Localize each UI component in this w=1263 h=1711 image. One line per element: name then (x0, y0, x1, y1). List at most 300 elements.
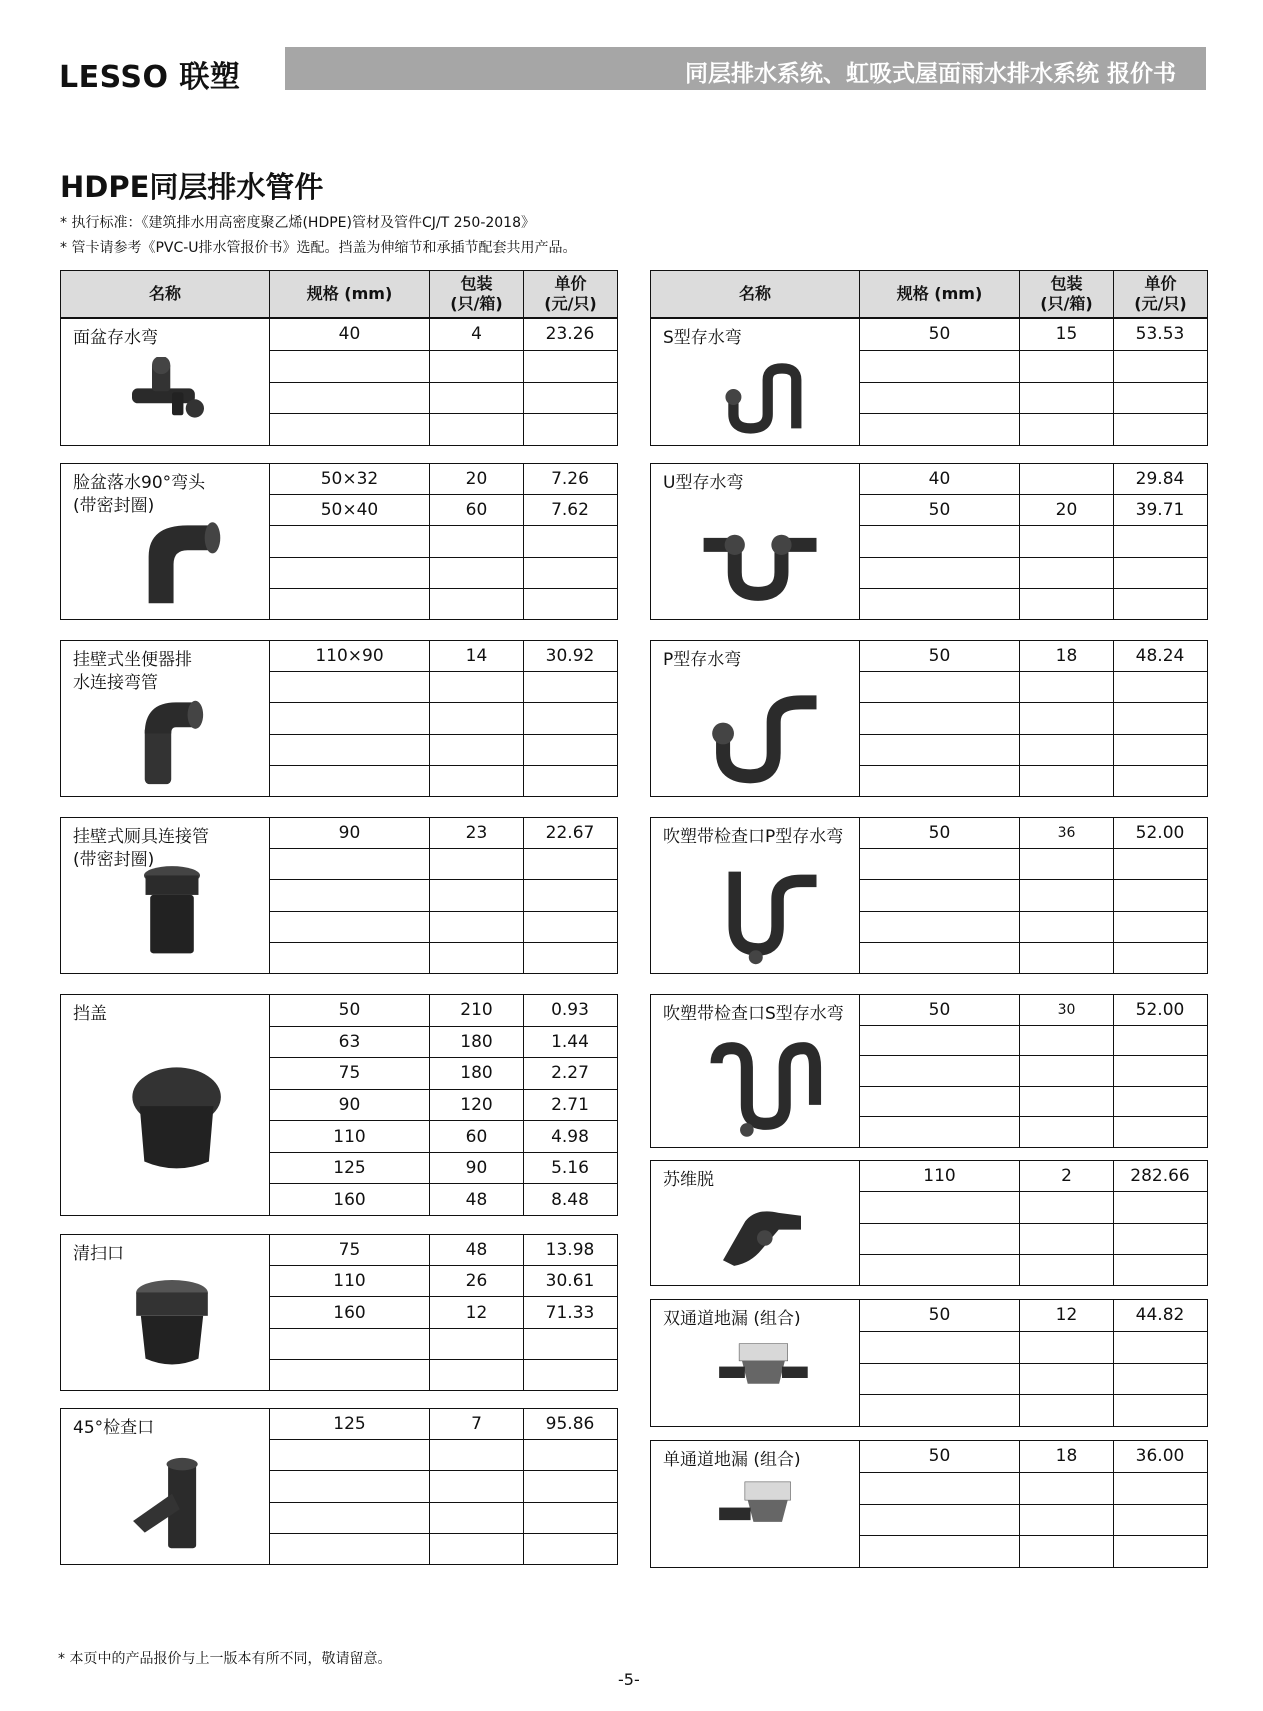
spec-cell: 50 (860, 1441, 1020, 1472)
product-name: S型存水弯 (663, 328, 742, 348)
u-trap-icon (679, 502, 845, 611)
spec-cell: 50 (860, 1300, 1020, 1331)
price-cell (1114, 1224, 1206, 1254)
spec-cell (860, 526, 1020, 556)
pack-cell: 30 (1020, 995, 1114, 1025)
spec-cell (860, 880, 1020, 910)
table-row (860, 526, 1207, 557)
pack-cell: 7 (430, 1409, 524, 1439)
table-row (270, 1409, 617, 1440)
spec-cell: 110 (270, 1121, 430, 1152)
product-block (650, 318, 1208, 446)
product-block (60, 640, 618, 797)
table-row (860, 641, 1207, 672)
pack-cell (1020, 1117, 1114, 1147)
table-row (270, 558, 617, 589)
product-name-cell (61, 1235, 270, 1390)
s-trap-icon (679, 357, 845, 437)
spec-cell (270, 880, 430, 910)
table-row (860, 351, 1207, 383)
toilet-connector-icon (89, 856, 255, 965)
table-row (860, 495, 1207, 526)
price-cell (524, 849, 616, 879)
table-row (860, 589, 1207, 619)
pack-cell: 120 (430, 1090, 524, 1121)
price-cell: 39.71 (1135, 500, 1185, 521)
price-cell (1114, 351, 1206, 382)
pack-cell (430, 912, 524, 942)
product-name-cell (651, 1441, 860, 1567)
spec-cell (270, 1503, 430, 1533)
pack-cell (1020, 1332, 1114, 1363)
header-pack: 包装 (1050, 274, 1083, 293)
spec-cell (270, 1471, 430, 1501)
double-floor-drain-icon (679, 1338, 845, 1418)
spec-cell: 160 (270, 1184, 430, 1215)
spec-cell: 50 (860, 641, 1020, 671)
page-title: HDPE同层排水管件 (60, 170, 324, 204)
product-block (60, 463, 618, 620)
price-cell: 44.82 (1135, 1305, 1185, 1326)
price-cell (1114, 1473, 1206, 1504)
pack-cell: 180 (430, 1058, 524, 1089)
table-row (860, 414, 1207, 445)
pack-cell (1020, 766, 1114, 796)
pack-cell (1020, 351, 1114, 382)
price-cell (524, 766, 616, 796)
product-name-cell (651, 995, 860, 1147)
spec-cell: 63 (270, 1027, 430, 1058)
table-row (860, 1117, 1207, 1147)
price-cell (1114, 383, 1206, 414)
table-row (860, 1161, 1207, 1192)
end-cap-icon (89, 1033, 255, 1207)
spec-cell (860, 703, 1020, 733)
pack-cell: 48 (430, 1235, 524, 1265)
spec-cell (270, 383, 430, 414)
toilet-bend-icon (89, 679, 255, 788)
table-row (860, 912, 1207, 943)
spec-cell (860, 1332, 1020, 1363)
pack-cell: 60 (430, 495, 524, 525)
header-pack-unit: (只/箱) (450, 294, 503, 313)
spec-cell (270, 1360, 430, 1390)
footnote: * 本页中的产品报价与上一版本有所不同，敬请留意。 (58, 1651, 392, 1667)
pack-cell (430, 1440, 524, 1470)
price-cell (524, 351, 616, 382)
table-row (270, 1153, 617, 1185)
table-row (270, 464, 617, 495)
spec-cell (860, 1087, 1020, 1117)
product-block (650, 1440, 1208, 1568)
pack-cell (430, 943, 524, 973)
pack-cell (1020, 912, 1114, 942)
standard-note: * 执行标准：《建筑排水用高密度聚乙烯(HDPE)管材及管件CJ/T 250-2018》 (60, 215, 535, 231)
product-name-cell (651, 1161, 860, 1285)
price-cell: 4.98 (551, 1126, 589, 1147)
table-row (270, 995, 617, 1027)
table-row (270, 589, 617, 619)
spec-cell (270, 558, 430, 588)
price-cell: 2.27 (551, 1063, 589, 1084)
pack-cell: 180 (430, 1027, 524, 1058)
pack-cell: 26 (430, 1266, 524, 1296)
product-name-cell (651, 319, 860, 445)
table-row (860, 818, 1207, 849)
pack-cell (430, 589, 524, 619)
spec-cell: 110 (860, 1161, 1020, 1191)
table-row (860, 995, 1207, 1026)
product-name-cell (61, 641, 270, 796)
spec-cell (860, 912, 1020, 942)
table-row (860, 703, 1207, 734)
table-row (270, 414, 617, 445)
pack-cell (1020, 414, 1114, 445)
pack-cell (1020, 526, 1114, 556)
price-cell (1114, 1505, 1206, 1536)
spec-cell (860, 943, 1020, 973)
table-row (860, 943, 1207, 973)
price-cell (524, 1503, 616, 1533)
price-cell (1114, 1117, 1206, 1147)
product-name-cell (651, 818, 860, 973)
pack-cell: 12 (430, 1297, 524, 1327)
product-name: 双通道地漏 (组合) (663, 1309, 801, 1329)
price-cell: 95.86 (545, 1414, 595, 1435)
spec-cell: 40 (270, 319, 430, 350)
spec-cell: 125 (270, 1409, 430, 1439)
header-name: 名称 (148, 284, 181, 303)
pack-cell (1020, 703, 1114, 733)
price-cell (524, 703, 616, 733)
spec-cell (860, 383, 1020, 414)
price-cell (1114, 589, 1206, 619)
price-cell (524, 558, 616, 588)
price-cell (524, 1534, 616, 1564)
table-row (270, 1329, 617, 1360)
price-cell (1114, 703, 1206, 733)
pack-cell: 18 (1020, 1441, 1114, 1472)
table-row (270, 641, 617, 672)
spec-cell (860, 735, 1020, 765)
table-row (860, 849, 1207, 880)
pack-cell (1020, 558, 1114, 588)
header-price: 单价 (554, 274, 587, 293)
product-name: 苏维脱 (663, 1170, 714, 1190)
spec-cell (860, 1364, 1020, 1395)
table-row (270, 1090, 617, 1122)
product-block (60, 1408, 618, 1565)
product-block (60, 318, 618, 446)
pack-cell (430, 351, 524, 382)
pack-cell (430, 414, 524, 445)
spec-cell (860, 1192, 1020, 1222)
header-title: 同层排水系统、虹吸式屋面雨水排水系统 报价书 (684, 61, 1176, 87)
header-price: 单价 (1144, 274, 1177, 293)
spec-cell: 110×90 (270, 641, 430, 671)
price-cell: 2.71 (551, 1095, 589, 1116)
spec-cell (270, 526, 430, 556)
pack-cell (1020, 849, 1114, 879)
spec-cell (860, 849, 1020, 879)
spec-cell: 50 (860, 818, 1020, 848)
left-table-header (60, 270, 618, 318)
spec-cell (860, 589, 1020, 619)
clamp-note: * 管卡请参考《PVC-U排水管报价书》选配。挡盖为伸缩节和承插节配套共用产品。 (60, 240, 577, 256)
header-pack-unit: (只/箱) (1040, 294, 1093, 313)
price-cell (1114, 849, 1206, 879)
price-cell: 52.00 (1135, 999, 1185, 1020)
table-row (270, 1360, 617, 1390)
price-cell: 23.26 (545, 324, 595, 345)
elbow-90-icon (89, 502, 255, 611)
spec-cell (270, 912, 430, 942)
pack-cell (1020, 1255, 1114, 1285)
pack-cell: 18 (1020, 641, 1114, 671)
table-row (860, 1192, 1207, 1223)
cleanout-icon (89, 1273, 255, 1382)
table-row (860, 1087, 1207, 1118)
product-name: 挂壁式坐便器排 水连接弯管 (73, 650, 192, 693)
product-name: 吹塑带检查口P型存水弯 (663, 827, 844, 847)
price-cell (1114, 558, 1206, 588)
product-name-cell (61, 464, 270, 619)
pack-cell: 48 (430, 1184, 524, 1215)
price-cell: 0.93 (551, 1000, 589, 1021)
spec-cell (270, 1534, 430, 1564)
pack-cell (430, 880, 524, 910)
pack-cell (1020, 1473, 1114, 1504)
pack-cell (1020, 735, 1114, 765)
pack-cell (430, 1534, 524, 1564)
pack-cell: 23 (430, 818, 524, 848)
pack-cell: 14 (430, 641, 524, 671)
spec-cell: 90 (270, 818, 430, 848)
table-row (270, 351, 617, 383)
table-row (860, 464, 1207, 495)
table-row (270, 1534, 617, 1564)
price-cell (524, 735, 616, 765)
pack-cell: 60 (430, 1121, 524, 1152)
spec-cell (270, 735, 430, 765)
spec-cell (860, 414, 1020, 445)
product-block (650, 463, 1208, 620)
price-cell (1114, 1255, 1206, 1285)
header-price-unit: (元/只) (544, 294, 597, 313)
table-row (860, 672, 1207, 703)
spec-cell (860, 1536, 1020, 1567)
table-row (270, 943, 617, 973)
pack-cell: 2 (1020, 1161, 1114, 1191)
price-cell (524, 589, 616, 619)
single-floor-drain-icon (679, 1479, 845, 1559)
spec-cell: 75 (270, 1058, 430, 1089)
spec-cell (860, 1473, 1020, 1504)
pack-cell: 36 (1020, 818, 1114, 848)
pack-cell (430, 526, 524, 556)
price-cell (1114, 943, 1206, 973)
price-cell: 8.48 (551, 1189, 589, 1210)
table-row (270, 912, 617, 943)
table-row (860, 1473, 1207, 1505)
pack-cell: 4 (430, 319, 524, 350)
spec-cell (860, 1505, 1020, 1536)
spec-cell: 160 (270, 1297, 430, 1327)
price-cell: 22.67 (545, 823, 595, 844)
pack-cell: 20 (430, 464, 524, 494)
spec-cell: 50×40 (270, 495, 430, 525)
spec-cell: 50 (860, 495, 1020, 525)
product-block (650, 1160, 1208, 1286)
table-row (270, 1440, 617, 1471)
table-row (860, 1056, 1207, 1087)
table-row (270, 703, 617, 734)
price-cell (1114, 1056, 1206, 1086)
pack-cell (1020, 880, 1114, 910)
price-cell: 53.53 (1135, 324, 1185, 345)
price-cell: 5.16 (551, 1158, 589, 1179)
table-row (270, 735, 617, 766)
price-cell (524, 1360, 616, 1390)
page-number: -5- (618, 1670, 640, 1689)
price-cell (1114, 414, 1206, 445)
pack-cell (1020, 943, 1114, 973)
right-table-header (650, 270, 1208, 318)
table-row (270, 495, 617, 526)
table-row (270, 818, 617, 849)
spec-cell (860, 558, 1020, 588)
pack-cell (430, 672, 524, 702)
price-cell (524, 526, 616, 556)
table-row (860, 880, 1207, 911)
table-row (270, 319, 617, 351)
spec-cell (860, 1026, 1020, 1056)
price-cell (524, 1471, 616, 1501)
spec-cell (860, 1255, 1020, 1285)
pack-cell (430, 703, 524, 733)
price-cell: 1.44 (551, 1031, 589, 1052)
price-cell (524, 672, 616, 702)
header-spec: 规格 (mm) (896, 284, 983, 303)
pack-cell (430, 849, 524, 879)
table-row (860, 1255, 1207, 1285)
product-name: 45°检查口 (73, 1418, 155, 1438)
table-row (860, 383, 1207, 415)
spec-cell (270, 351, 430, 382)
logo: LESSO 联塑 (59, 60, 241, 95)
sovent-icon (679, 1199, 845, 1277)
product-block (650, 817, 1208, 974)
pack-cell (430, 1329, 524, 1359)
table-row (860, 766, 1207, 796)
pack-cell (1020, 1536, 1114, 1567)
table-row (270, 766, 617, 796)
price-cell (1114, 526, 1206, 556)
spec-cell (270, 849, 430, 879)
table-row (270, 1266, 617, 1297)
table-row (860, 558, 1207, 589)
table-row (270, 1503, 617, 1534)
price-cell (1114, 1395, 1206, 1426)
spec-cell: 50×32 (270, 464, 430, 494)
product-name: 吹塑带检查口S型存水弯 (663, 1004, 844, 1024)
product-name: P型存水弯 (663, 650, 742, 670)
table-row (860, 1364, 1207, 1396)
spec-cell: 50 (270, 995, 430, 1026)
table-row (270, 1184, 617, 1215)
price-cell (1114, 912, 1206, 942)
spec-cell: 50 (860, 319, 1020, 350)
spec-cell (860, 672, 1020, 702)
table-row (860, 735, 1207, 766)
header-name: 名称 (738, 284, 771, 303)
spec-cell (860, 766, 1020, 796)
price-cell (524, 383, 616, 414)
pack-cell (1020, 589, 1114, 619)
product-name-cell (61, 1409, 270, 1564)
product-block (60, 817, 618, 974)
product-block (60, 1234, 618, 1391)
pack-cell (1020, 383, 1114, 414)
product-name-cell (651, 641, 860, 796)
table-row (860, 1026, 1207, 1057)
spec-cell (270, 943, 430, 973)
spec-cell (270, 1329, 430, 1359)
price-cell (1114, 735, 1206, 765)
table-row (270, 672, 617, 703)
table-row (860, 1224, 1207, 1255)
product-name-cell (61, 319, 270, 445)
blow-p-trap-icon (679, 856, 845, 965)
pack-cell: 15 (1020, 319, 1114, 350)
table-row (860, 1505, 1207, 1537)
pack-cell (1020, 1087, 1114, 1117)
table-row (860, 319, 1207, 351)
basin-trap-icon (89, 357, 255, 437)
price-cell (1114, 1364, 1206, 1395)
price-cell (524, 880, 616, 910)
spec-cell (860, 1117, 1020, 1147)
pack-cell: 20 (1020, 495, 1114, 525)
price-cell: 30.92 (545, 646, 595, 667)
pack-cell (1020, 1026, 1114, 1056)
product-name: 清扫口 (73, 1244, 124, 1264)
price-cell (524, 943, 616, 973)
product-name: 单通道地漏 (组合) (663, 1450, 801, 1470)
price-cell (524, 1329, 616, 1359)
table-row (270, 849, 617, 880)
spec-cell: 90 (270, 1090, 430, 1121)
spec-cell: 75 (270, 1235, 430, 1265)
table-row (270, 383, 617, 415)
pack-cell (1020, 1505, 1114, 1536)
pack-cell (1020, 1192, 1114, 1222)
header-pack: 包装 (460, 274, 493, 293)
header-price-unit: (元/只) (1134, 294, 1187, 313)
spec-cell: 40 (860, 464, 1020, 494)
spec-cell (270, 672, 430, 702)
product-name-cell (651, 464, 860, 619)
table-row (860, 1395, 1207, 1426)
table-row (270, 1058, 617, 1090)
price-cell: 71.33 (545, 1302, 595, 1323)
price-cell (1114, 672, 1206, 702)
pack-cell (430, 735, 524, 765)
price-cell: 282.66 (1130, 1166, 1190, 1187)
pack-cell: 210 (430, 995, 524, 1026)
price-cell (524, 414, 616, 445)
header-spec: 规格 (mm) (306, 284, 393, 303)
